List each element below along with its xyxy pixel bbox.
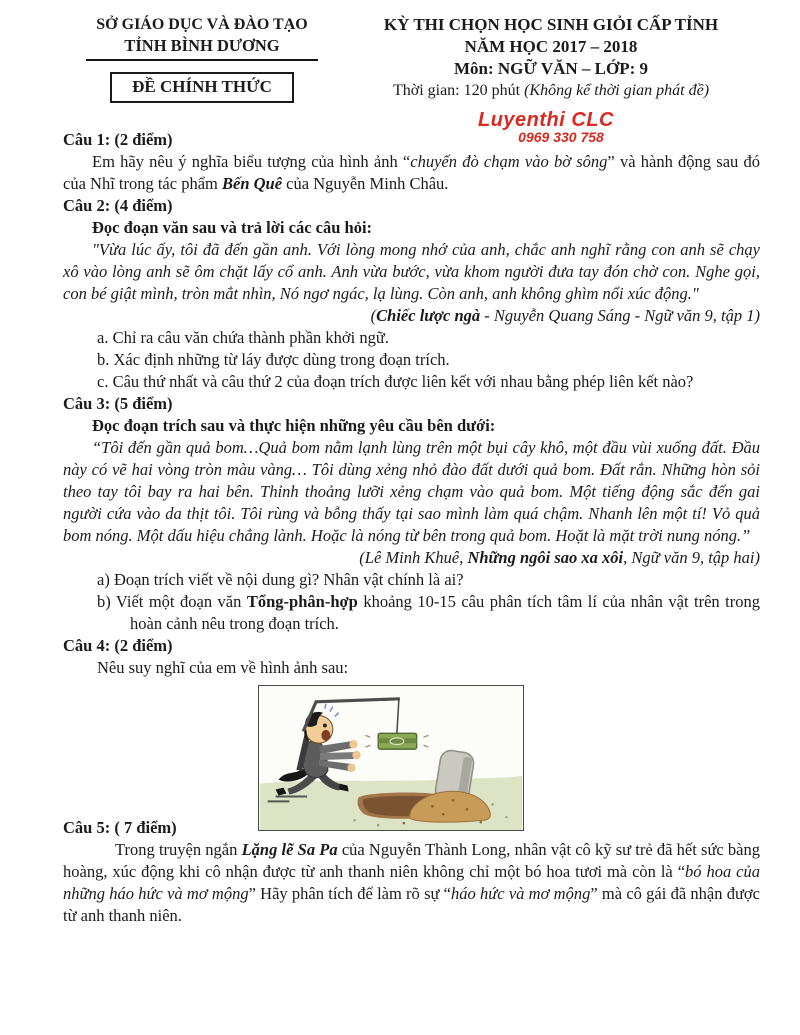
question-2-prompt: Đọc đoạn văn sau và trả lời các câu hỏi: xyxy=(92,218,373,237)
duration-text: Thời gian: 120 phút xyxy=(392,82,525,99)
exam-title-block xyxy=(320,14,760,103)
question-2-heading: Câu 2: (4 điểm) xyxy=(63,196,173,215)
question-5-text: Trong truyện ngắn Lặng lẽ Sa Pa của Nguyễn Thành Long, nhân vật cô kỹ sư trẻ đã hết sức bàng hoàng, xúc động khi cô nhận được từ anh thanh niên không chỉ một bó hoa tươi mà còn là “bó hoa của những háo hức và mơ mộng” Hãy phân tích để làm rõ sự “háo hức và mơ mộng” mà cô gái đã nhận được từ anh thanh niên. xyxy=(63,840,760,925)
question-3-prompt: Đọc đoạn trích sau và thực hiện những yêu cầu bên dưới: xyxy=(92,416,496,435)
question-2-item-a: a. Chỉ ra câu văn chứa thành phần khởi ngữ. xyxy=(97,328,389,347)
issuer-province: TỈNH BÌNH DƯƠNG xyxy=(124,36,280,55)
question-4-prompt: Nêu suy nghĩ của em về hình ảnh sau: xyxy=(97,658,349,677)
exam-title: KỲ THI CHỌN HỌC SINH GIỎI CẤP TỈNH xyxy=(383,15,719,34)
issuer-underline xyxy=(86,59,318,61)
question-1-heading: Câu 1: (2 điểm) xyxy=(63,130,173,149)
question-2-source: (Chiếc lược ngà - Nguyễn Quang Sáng - Ngữ văn 9, tập 1) xyxy=(370,306,760,325)
exam-year: NĂM HỌC 2017 – 2018 xyxy=(464,37,638,56)
money-chase-cartoon-svg xyxy=(259,686,523,830)
question-1-text: Em hãy nêu ý nghĩa biểu tượng của hình ảnh “chuyến đò chạm vào bờ sông” và hành động sau đó của Nhĩ trong tác phẩm Bến Quê của Nguyễn Minh Châu. xyxy=(63,152,760,193)
exam-body xyxy=(0,103,800,927)
money-chase-cartoon xyxy=(258,685,524,831)
question-3-item-b: b) Viết một đoạn văn Tổng-phân-hợp khoảng 10-15 câu phân tích tâm lí của nhân vật trên trong hoàn cảnh nêu trong đoạn trích. xyxy=(97,592,760,633)
question-3-excerpt: “Tôi đến gần quả bom…Quả bom nằm lạnh lùng trên một bụi cây khô, một đầu vùi xuống đất. Đầu này có vẽ hai vòng tròn màu vàng… Tôi dùng xẻng nhỏ đào đất dưới quả bom. Đất rắn. Những hòn sỏi theo tay tôi bay ra hai bên. Thỉnh thoảng lưỡi xẻng chạm vào quả bom. Một tiếng động sắc đến gai người cứa vào da thịt tôi. Tôi rùng và bỗng thấy tại sao mình làm quá chậm. Nhanh lên một tí! Vỏ quả bom nóng. Một dấu hiệu chẳng lành. Hoặc là nóng từ bên trong quả bom. Hoặt là mặt trời nung nóng.” xyxy=(63,438,760,545)
question-5-heading: Câu 5: ( 7 điểm) xyxy=(63,818,177,837)
question-3-item-a: a) Đoạn trích viết về nội dung gì? Nhân vật chính là ai? xyxy=(97,570,464,589)
question-3-heading: Câu 3: (5 điểm) xyxy=(63,394,173,413)
watermark-phone: 0969 330 758 xyxy=(518,129,604,145)
exam-duration xyxy=(342,80,760,102)
question-2-item-b: b. Xác định những từ láy được dùng trong đoạn trích. xyxy=(97,350,450,369)
watermark-block xyxy=(424,110,668,145)
document-header xyxy=(0,0,800,103)
question-4-heading: Câu 4: (2 điểm) xyxy=(63,636,173,655)
duration-note: (Không kể thời gian phát đề) xyxy=(524,82,710,99)
issuer-name: SỞ GIÁO DỤC VÀ ĐÀO TẠO xyxy=(96,16,308,33)
question-3-source: (Lê Minh Khuê, Những ngôi sao xa xôi, Ngữ văn 9, tập hai) xyxy=(359,548,760,567)
exam-subject: Môn: NGỮ VĂN – LỚP: 9 xyxy=(453,59,649,78)
question-2-excerpt: "Vừa lúc ấy, tôi đã đến gần anh. Với lòng mong nhớ của anh, chắc anh nghĩ rằng con anh sẽ chạy xô vào lòng anh sẽ ôm chặt lấy cổ anh. Anh vừa bước, vừa khom người đưa tay đón chờ con. Nghe gọi, con bé giật mình, tròn mắt nhìn, Nó ngơ ngác, lạ lùng. Còn anh, anh không ghìm nổi xúc động." xyxy=(63,240,760,303)
watermark-brand: Luyenthi CLC xyxy=(478,109,614,131)
official-exam-box: ĐỀ CHÍNH THỨC xyxy=(110,72,294,103)
issuer-block xyxy=(84,14,320,103)
question-2-item-c: c. Câu thứ nhất và câu thứ 2 của đoạn trích được liên kết với nhau bằng phép liên kết nào? xyxy=(97,372,694,391)
